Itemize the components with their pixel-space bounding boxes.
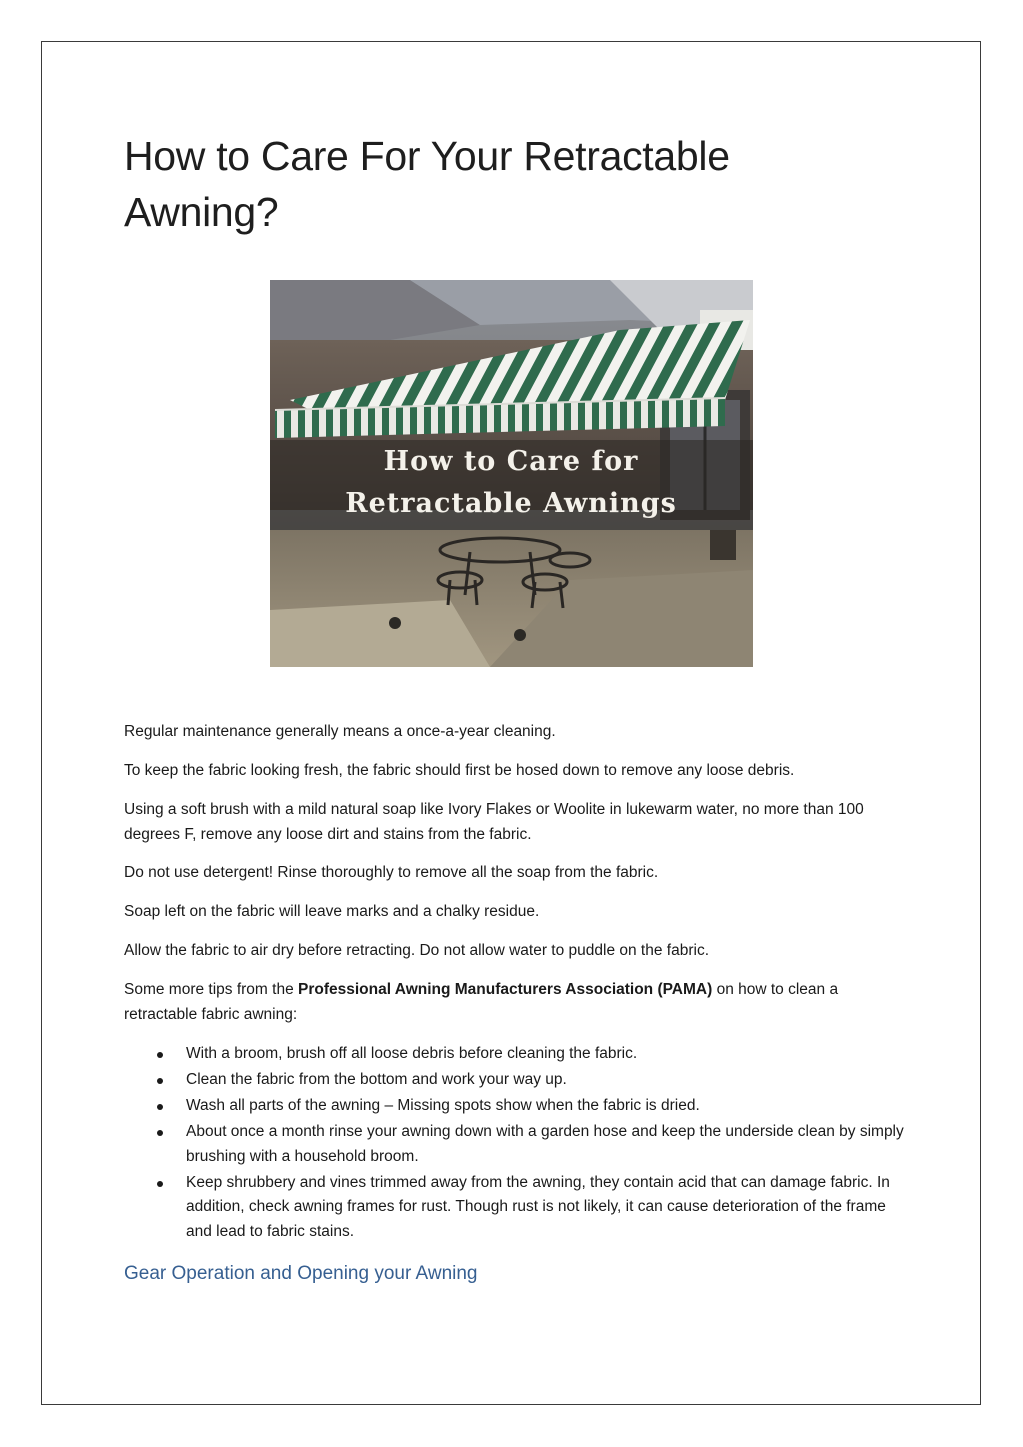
list-item [124,1171,914,1245]
pama-name: Professional Awning Manufacturers Association (PAMA) [298,981,713,998]
hero-overlay-line1: How to Care for [383,446,639,477]
hero-image [270,280,753,667]
list-item-text: With a broom, brush off all loose debris before cleaning the fabric. [186,1045,638,1062]
bullet-icon [157,1181,163,1187]
hero-overlay-line2: Retractable Awnings [345,488,677,519]
tips-intro-before: Some more tips from the [124,981,299,998]
tips-list [124,1042,914,1246]
bullet-icon [157,1078,163,1084]
list-item [124,1094,914,1119]
list-item [124,1042,914,1067]
paragraph-no-detergent: Do not use detergent! Rinse thoroughly to remove all the soap from the fabric. [124,864,659,881]
paragraph-maintenance: Regular maintenance generally means a once-a-year cleaning. [124,723,556,740]
paragraph-soap-residue: Soap left on the fabric will leave marks and a chalky residue. [124,903,540,920]
bullet-icon [157,1052,163,1058]
section-heading-gear-operation: Gear Operation and Opening your Awning [124,1263,478,1284]
list-item [124,1120,914,1169]
paragraph-air-dry: Allow the fabric to air dry before retracting. Do not allow water to puddle on the fabric. [124,942,709,959]
paragraph-tips-intro [124,978,914,1027]
bullet-icon [157,1104,163,1110]
bullet-icon [157,1130,163,1136]
list-item-text: About once a month rinse your awning down with a garden hose and keep the underside clean by simply brushing with a household broom. [186,1123,904,1165]
paragraph-hose-down: To keep the fabric looking fresh, the fabric should first be hosed down to remove any loose debris. [124,762,795,779]
page-title: How to Care For Your Retractable Awning? [124,133,730,235]
list-item [124,1068,914,1093]
list-item-text: Clean the fabric from the bottom and work your way up. [186,1071,567,1088]
tips-intro-after: on how to clean a retractable fabric awning: [124,981,839,1023]
list-item-text: Keep shrubbery and vines trimmed away from the awning, they contain acid that can damage fabric. In addition, check awning frames for rust. Though rust is not likely, it can cause deterioration of the frame and lead to fabric stains. [186,1173,890,1240]
list-item-text: Wash all parts of the awning – Missing spots show when the fabric is dried. [186,1097,700,1114]
paragraph-soft-brush: Using a soft brush with a mild natural soap like Ivory Flakes or Woolite in lukewarm water, no more than 100 degrees F, remove any loose dirt and stains from the fabric. [124,801,864,843]
